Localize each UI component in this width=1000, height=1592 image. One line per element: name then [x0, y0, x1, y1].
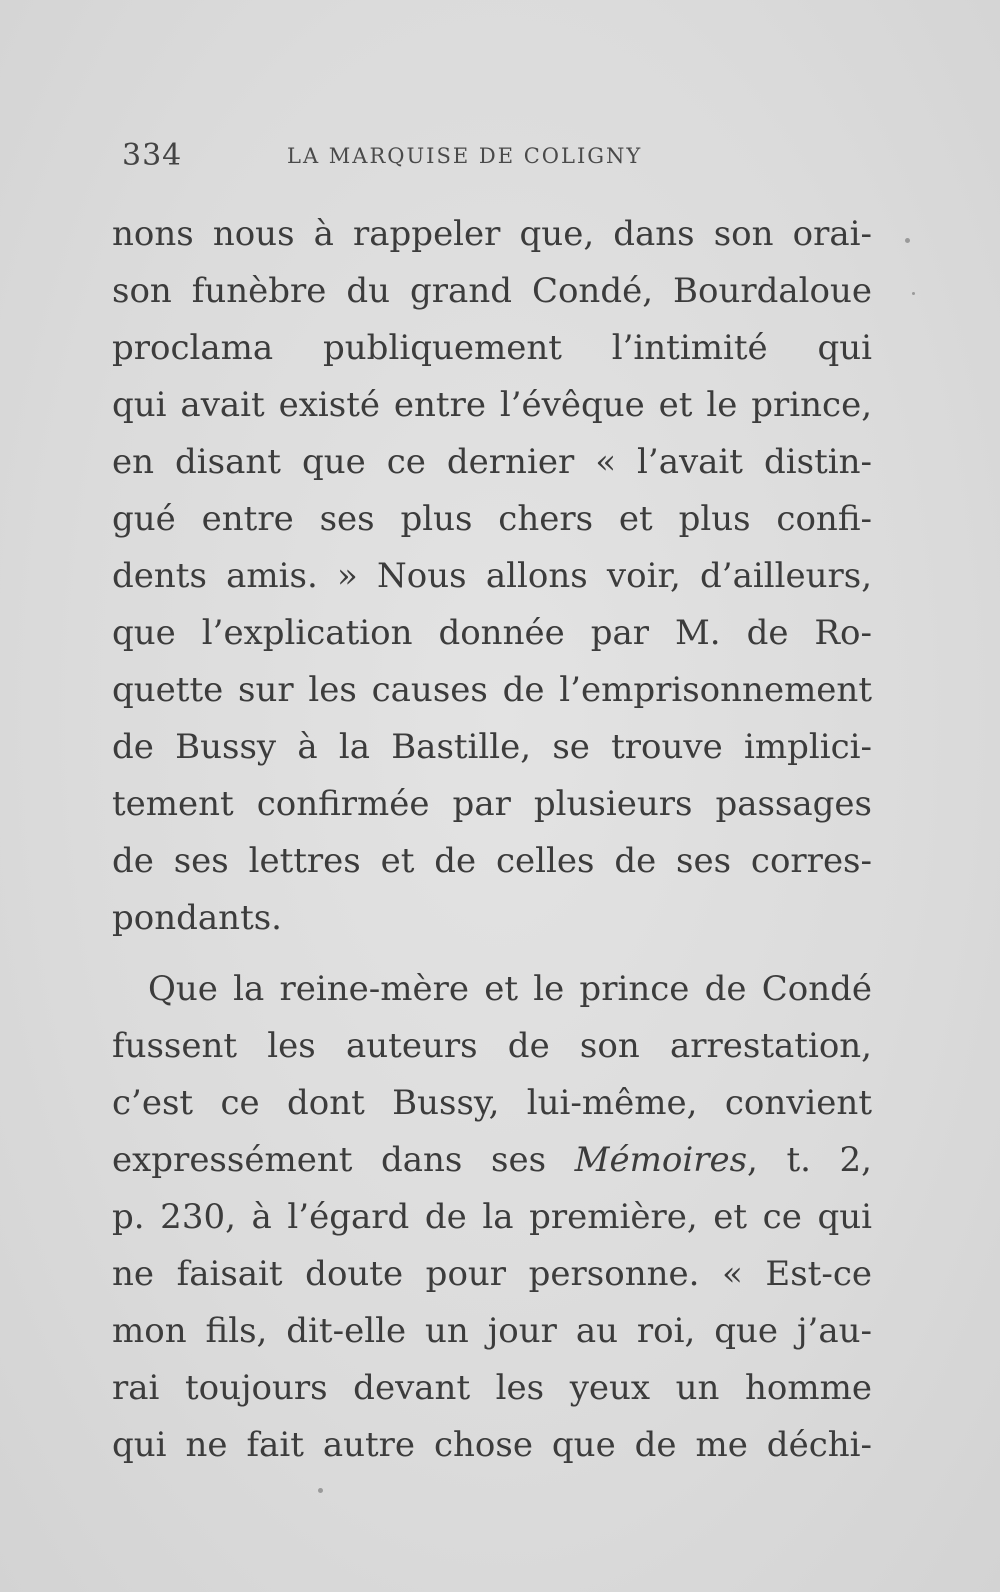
text-segment: , t. 2, — [747, 1140, 872, 1180]
text-line: gué entre ses plus chers et plus confi- — [112, 499, 872, 539]
text-line: p. 230, à l’égard de la première, et ce qui — [112, 1197, 872, 1237]
text-line: mon fils, dit-elle un jour au roi, que j’au- — [112, 1311, 872, 1351]
text-line: pondants. — [112, 898, 282, 938]
paragraph-gap — [112, 947, 872, 961]
page-number: 334 — [122, 138, 183, 173]
text-line — [112, 1132, 872, 1189]
text-line: de Bussy à la Bastille, se trouve implici- — [112, 727, 872, 767]
running-head — [122, 138, 722, 188]
text-line: proclama publiquement l’intimité qui — [112, 328, 872, 368]
text-line: dents amis. » Nous allons voir, d’ailleurs, — [112, 556, 872, 596]
text-line: fussent les auteurs de son arrestation, — [112, 1026, 872, 1066]
paper-speck — [318, 1488, 323, 1493]
text-line: Que la reine-mère et le prince de Condé — [148, 969, 872, 1009]
text-line: qui avait existé entre l’évêque et le prince, — [112, 385, 872, 425]
text-line: quette sur les causes de l’emprisonnement — [112, 670, 872, 710]
paper-speck — [905, 238, 910, 243]
text-line: tement confirmée par plusieurs passages — [112, 784, 872, 824]
text-line: que l’explication donnée par M. de Ro- — [112, 613, 872, 653]
text-line: en disant que ce dernier « l’avait distin- — [112, 442, 872, 482]
text-line: nons nous à rappeler que, dans son orai- — [112, 214, 872, 254]
text-line: qui ne fait autre chose que de me déchi- — [112, 1425, 872, 1465]
text-segment: expressément dans ses — [112, 1140, 575, 1180]
paper-speck — [912, 292, 915, 295]
text-line: de ses lettres et de celles de ses corres- — [112, 841, 872, 881]
text-line: son funèbre du grand Condé, Bourdaloue — [112, 271, 872, 311]
body-text — [112, 206, 872, 1474]
text-line: ne faisait doute pour personne. « Est-ce — [112, 1254, 872, 1294]
text-line: c’est ce dont Bussy, lui-même, convient — [112, 1083, 872, 1123]
running-title: LA MARQUISE DE COLIGNY — [287, 144, 643, 168]
italic-title: Mémoires — [574, 1140, 748, 1180]
text-line: rai toujours devant les yeux un homme — [112, 1368, 872, 1408]
